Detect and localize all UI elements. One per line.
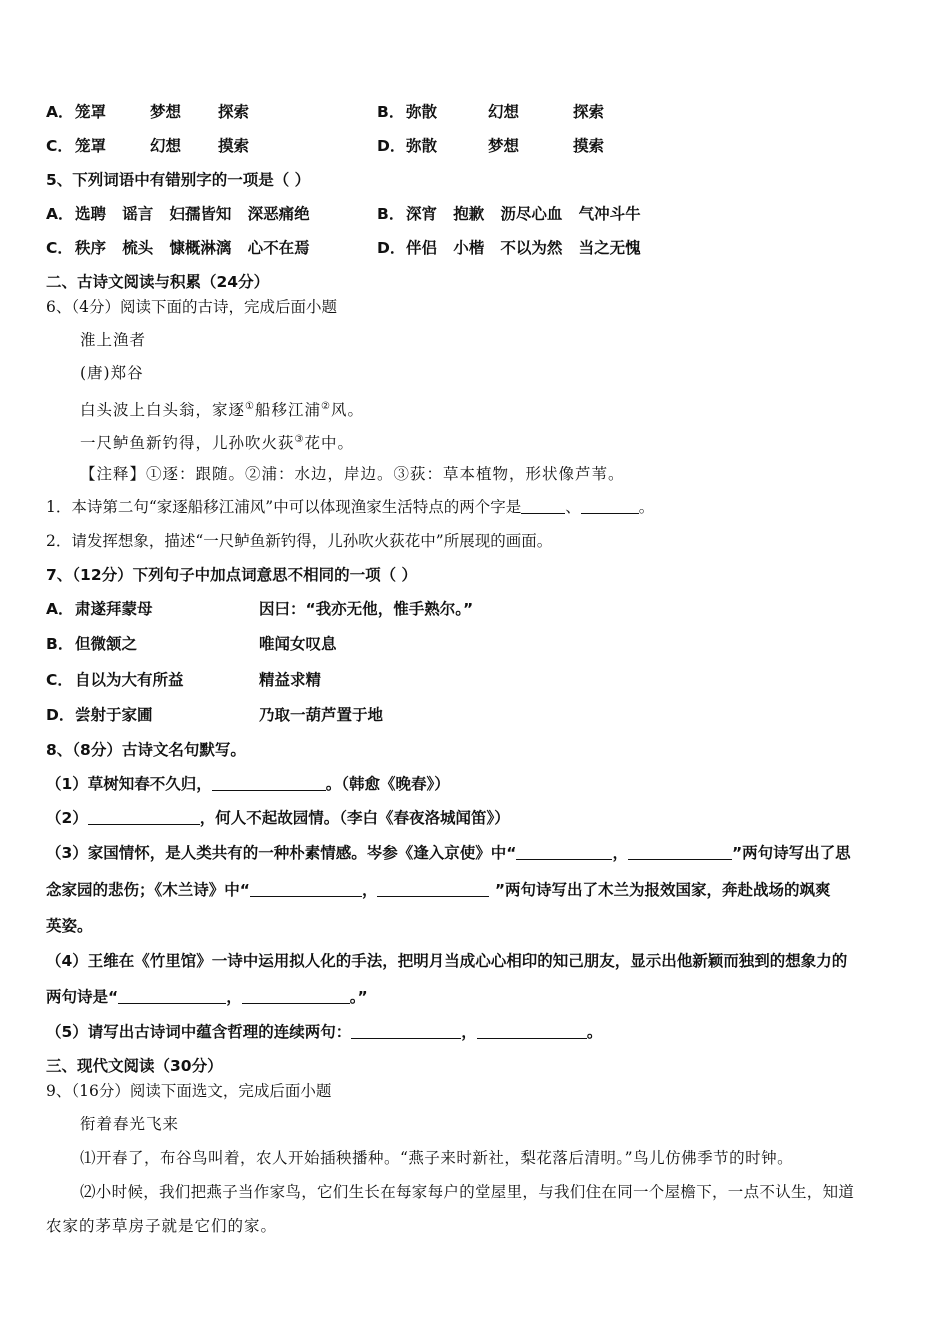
option-label: C．	[46, 671, 73, 689]
question-text: 。	[638, 498, 655, 516]
option-word: 弥散	[406, 137, 438, 155]
option-left: 肃遂拜蒙母	[75, 600, 153, 618]
question-text: 。	[586, 1023, 603, 1041]
option-word: 摸索	[573, 137, 605, 155]
option-word: 幻想	[150, 137, 182, 155]
option-right: 精益求精	[259, 671, 322, 689]
q9-stem: 9、（16分）阅读下面选文，完成后面小题	[46, 1082, 332, 1100]
option-right: 因曰：“我亦无他，惟手熟尔。”	[259, 600, 474, 618]
footnote-mark: ③	[294, 434, 305, 445]
q7-stem: 7、（12分）下列句子中加点词意思不相同的一项（ ）	[46, 566, 418, 584]
poem-text: 风。	[330, 401, 364, 420]
option-label: C．	[46, 137, 73, 155]
q4-option-d	[377, 136, 605, 156]
option-word: 弥散	[406, 103, 438, 121]
q8-item-3-line-2	[46, 880, 831, 900]
option-word: 梦想	[488, 137, 520, 155]
option-label: A．	[46, 103, 74, 121]
option-label: C．	[46, 239, 73, 257]
option-word: 笼罩	[75, 103, 107, 121]
q8-item-3-line-3: 英姿。	[46, 917, 93, 935]
q8-item-4-line-2	[46, 987, 368, 1007]
answer-blank[interactable]	[521, 499, 565, 514]
q5-option-b	[377, 204, 641, 224]
q4-option-b	[377, 102, 605, 122]
article-paragraph-2-line-1: ⑵小时候，我们把燕子当作家鸟，它们生长在每家每户的堂屋里，与我们住在同一个屋檐下，一点不认生，知道	[80, 1183, 855, 1201]
question-text: 。（韩愈《晚春》）	[325, 775, 450, 793]
option-word: 探索	[218, 103, 250, 121]
option-words: 秩序 梳头 慷概淋漓 心不在焉	[75, 239, 310, 257]
option-label: B．	[377, 205, 405, 223]
footnote-mark: ②	[321, 401, 331, 412]
answer-blank[interactable]	[477, 1024, 587, 1039]
question-text: 念家园的悲伤；《木兰诗》中“	[46, 881, 250, 899]
q6-sub-question-2: 2．请发挥想象，描述“一尺鲈鱼新钓得，儿孙吹火荻花中”所展现的画面。	[46, 532, 553, 550]
question-text: 1．本诗第二句“家逐船移江浦风”中可以体现渔家生活特点的两个字是	[46, 498, 522, 516]
option-word: 笼罩	[75, 137, 107, 155]
option-label: B．	[46, 635, 74, 653]
option-left: 自以为大有所益	[75, 671, 184, 689]
q5-option-a	[46, 204, 310, 224]
question-text: （2）	[46, 809, 88, 827]
q5-option-d	[377, 238, 641, 258]
answer-blank[interactable]	[250, 882, 362, 897]
q8-item-4-line-1: （4）王维在《竹里馆》一诗中运用拟人化的手法，把明月当成心心相印的知己朋友，显示出他新颖而独到的想象力的	[46, 952, 848, 970]
q7-option-b	[46, 634, 337, 654]
option-right: 乃取一葫芦置于地	[259, 706, 384, 724]
poem-author: (唐)郑谷	[80, 364, 144, 382]
option-word: 梦想	[150, 103, 182, 121]
option-label: D．	[46, 706, 75, 724]
q8-stem: 8、（8分）古诗文名句默写。	[46, 741, 246, 759]
article-title: 衔着春光飞来	[80, 1115, 180, 1133]
answer-blank[interactable]	[628, 845, 732, 860]
option-word: 探索	[573, 103, 605, 121]
question-text: ，何人不起故园情。（李白《春夜洛城闻笛》）	[199, 809, 510, 827]
poem-line-1	[80, 397, 364, 420]
option-label: D．	[377, 137, 406, 155]
option-words: 深宵 抱歉 沥尽心血 气冲斗牛	[406, 205, 641, 223]
question-text: 、	[565, 498, 581, 516]
question-text: （5）请写出古诗词中蕴含哲理的连续两句：	[46, 1023, 352, 1041]
question-text: 。”	[349, 988, 368, 1006]
option-label: A．	[46, 205, 74, 223]
q5-stem: 5、下列词语中有错别字的一项是（ ）	[46, 171, 311, 189]
q8-item-5	[46, 1022, 602, 1042]
question-text: ，	[612, 844, 628, 862]
poem-line-2	[80, 430, 354, 453]
poem-text: 花中。	[304, 434, 354, 453]
q6-sub-question-1	[46, 497, 654, 517]
option-word: 幻想	[488, 103, 520, 121]
q8-item-3-line-1	[46, 843, 851, 863]
answer-blank[interactable]	[516, 845, 612, 860]
section-3-heading: 三、现代文阅读（30分）	[46, 1057, 223, 1075]
option-label: B．	[377, 103, 405, 121]
option-label: A．	[46, 600, 74, 618]
section-2-heading: 二、古诗文阅读与积累（24分）	[46, 273, 270, 291]
answer-blank[interactable]	[88, 810, 200, 825]
option-words: 伴侣 小楷 不以为然 当之无愧	[406, 239, 641, 257]
poem-text: 船移江浦	[254, 401, 321, 420]
poem-note: 【注释】①逐：跟随。②浦：水边，岸边。③荻：草本植物，形状像芦苇。	[80, 465, 625, 483]
answer-blank[interactable]	[351, 1024, 461, 1039]
option-word: 摸索	[218, 137, 250, 155]
question-text: （3）家国情怀，是人类共有的一种朴素情感。岑参《逢入京使》中“	[46, 844, 517, 862]
answer-blank[interactable]	[377, 882, 489, 897]
question-text: ”两句诗写出了思	[732, 844, 851, 862]
option-left: 尝射于家圃	[75, 706, 153, 724]
question-text: ，	[461, 1023, 477, 1041]
question-text: ，	[226, 988, 242, 1006]
question-text: ，	[361, 881, 378, 899]
poem-title: 淮上渔者	[80, 331, 147, 349]
answer-blank[interactable]	[212, 776, 326, 791]
option-left: 但微颔之	[75, 635, 138, 653]
option-right: 唯闻女叹息	[259, 635, 337, 653]
answer-blank[interactable]	[581, 499, 639, 514]
poem-text: 白头波上白头翁，家逐	[80, 401, 246, 420]
q4-option-c	[46, 136, 250, 156]
question-text: ”两句诗写出了木兰为报效国家，奔赴战场的飒爽	[489, 881, 831, 899]
q7-option-a	[46, 599, 474, 619]
q7-option-c	[46, 670, 322, 690]
answer-blank[interactable]	[242, 989, 350, 1004]
article-paragraph-2-line-2: 农家的茅草房子就是它们的家。	[46, 1217, 278, 1235]
footnote-mark: ①	[245, 401, 255, 412]
q4-option-a	[46, 102, 250, 122]
option-label: D．	[377, 239, 406, 257]
answer-blank[interactable]	[118, 989, 226, 1004]
option-words: 选聘 谣言 妇孺皆知 深恶痛绝	[75, 205, 310, 223]
q8-item-1	[46, 774, 450, 794]
poem-text: 一尺鲈鱼新钓得，儿孙吹火荻	[80, 434, 295, 453]
q5-option-c	[46, 238, 310, 258]
question-text: 两句诗是“	[46, 988, 119, 1006]
q8-item-2	[46, 808, 510, 828]
question-text: （1）草树知春不久归，	[46, 775, 212, 793]
article-paragraph-1: ⑴开春了，布谷鸟叫着，农人开始插秧播种。“燕子来时新社，梨花落后清明。”鸟儿仿佛季节的时钟。	[80, 1149, 794, 1167]
q6-stem: 6、（4分）阅读下面的古诗，完成后面小题	[46, 298, 337, 316]
q7-option-d	[46, 705, 384, 725]
